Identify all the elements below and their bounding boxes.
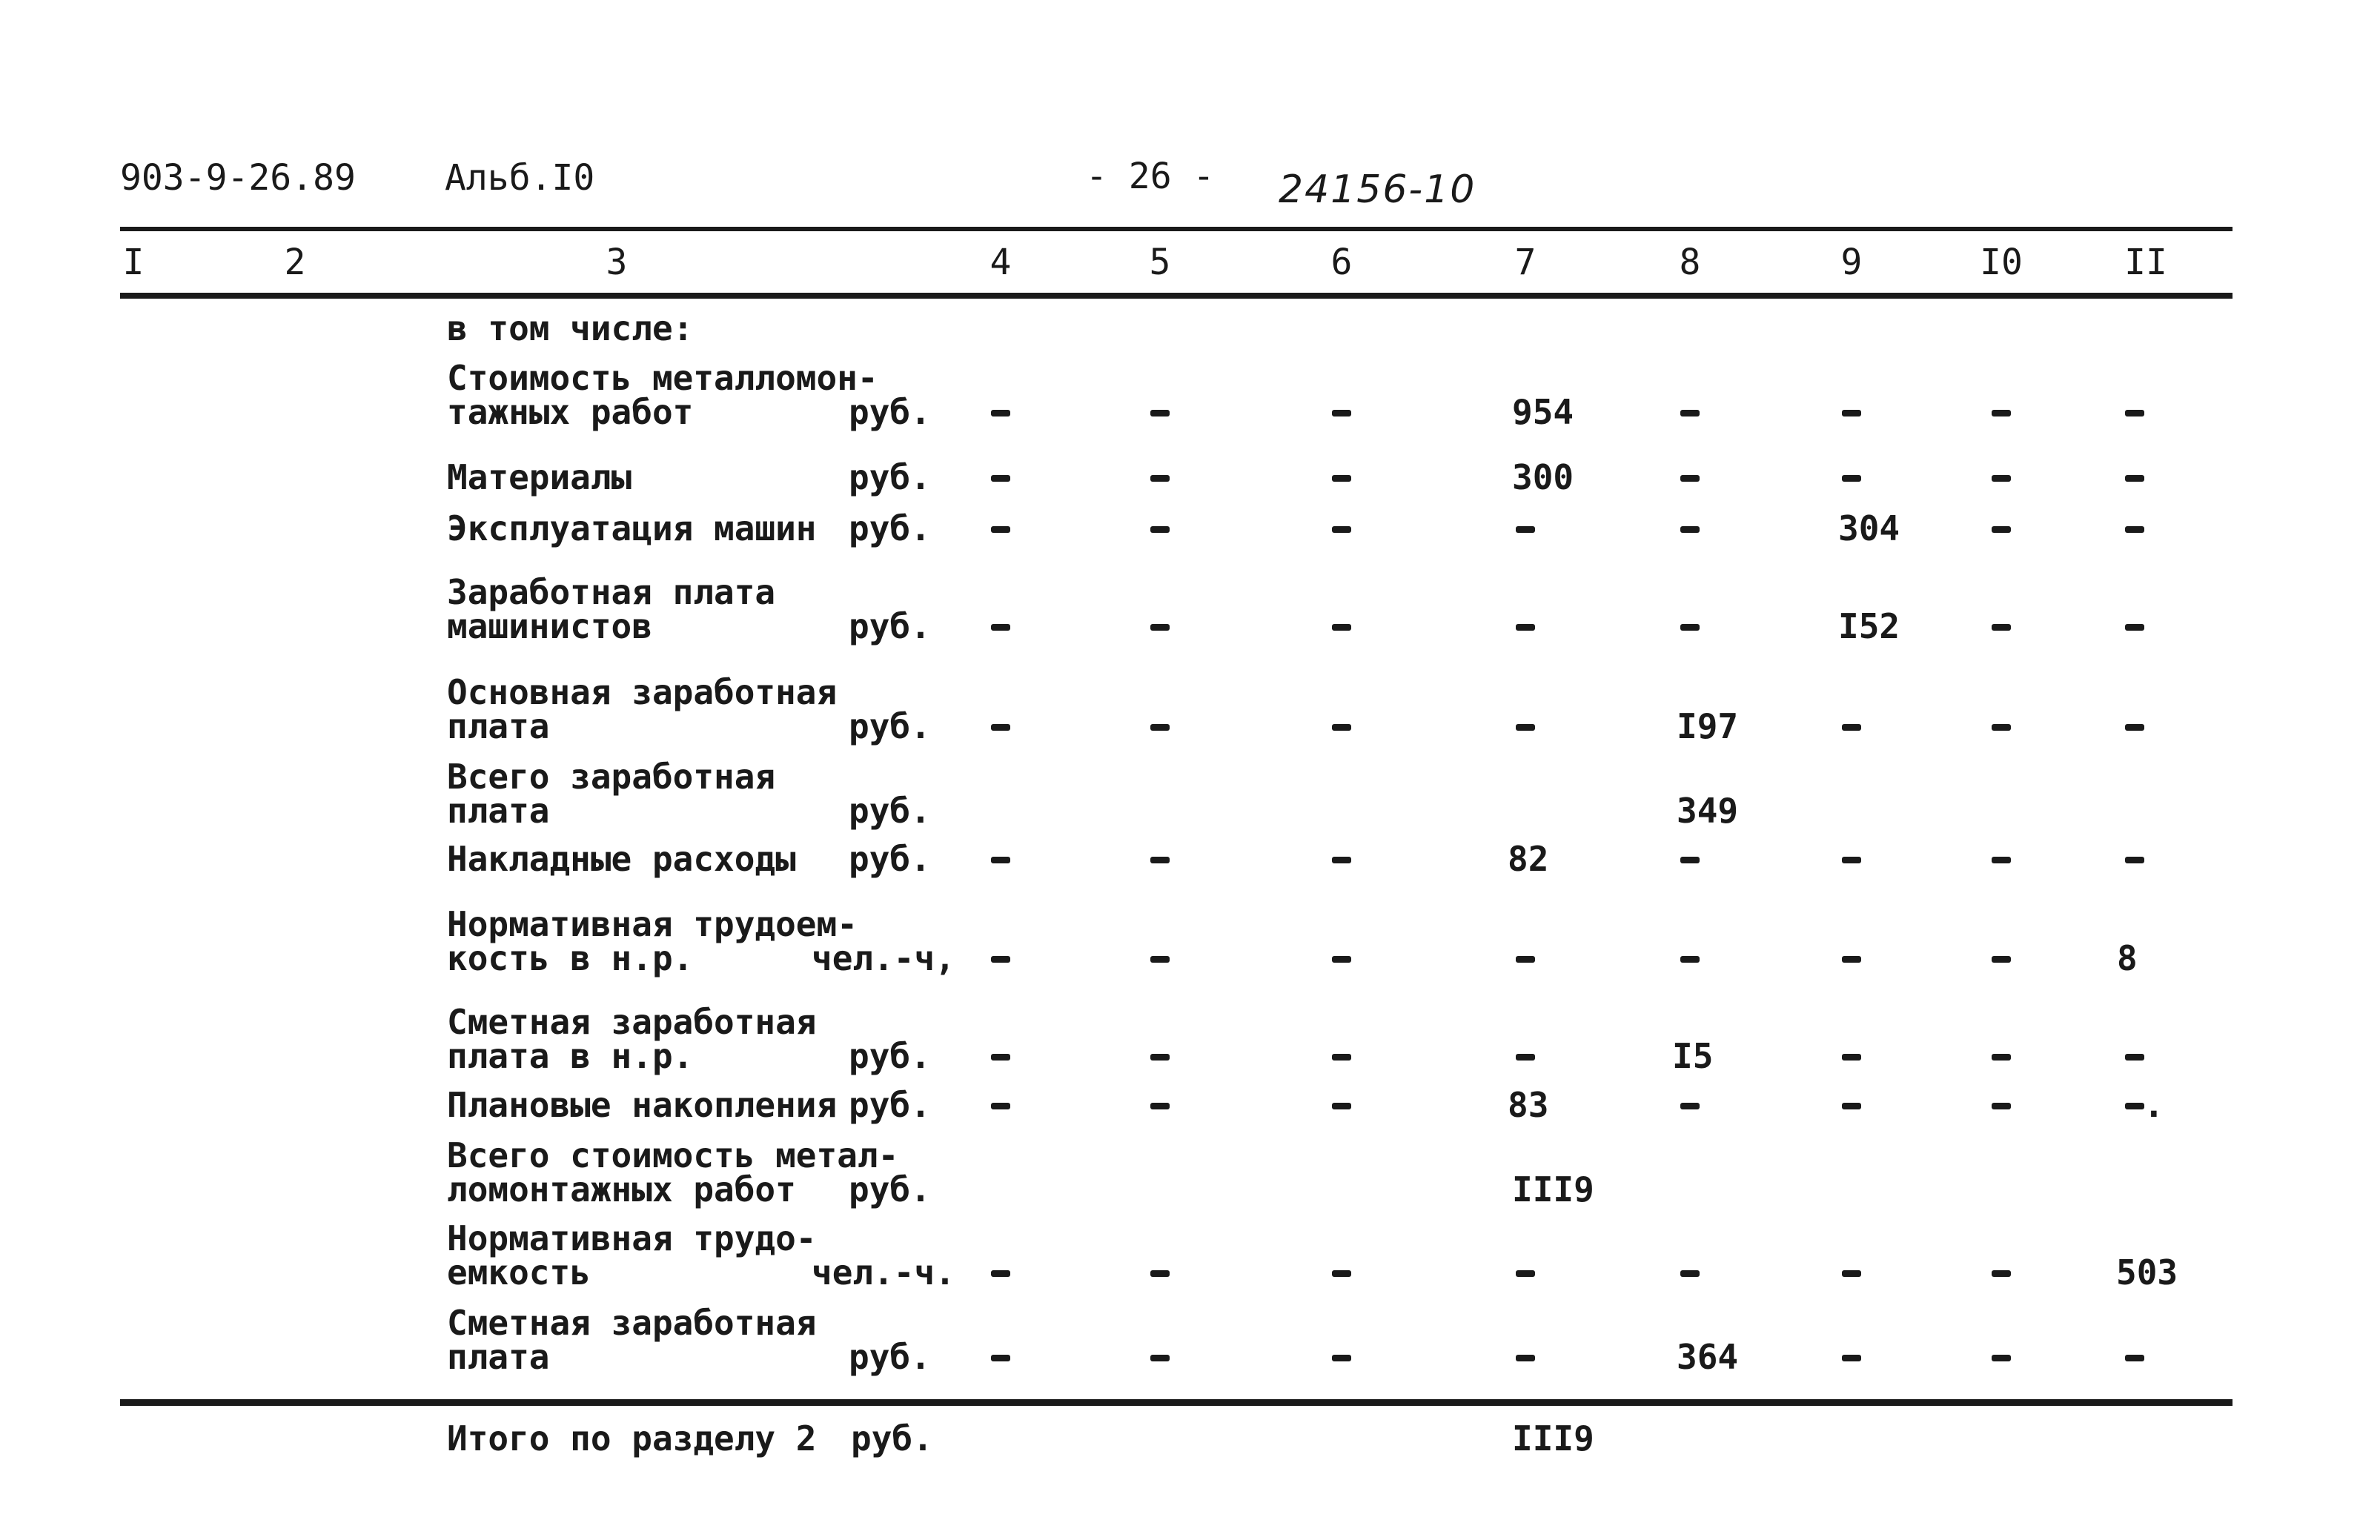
column-header-4: 4 — [990, 242, 1012, 283]
column-header-7: 7 — [1514, 242, 1537, 283]
column-header-10: I0 — [1980, 242, 2023, 283]
row-14-col-9 — [1842, 1355, 1861, 1361]
row-2-col-7: 954 — [1512, 392, 1574, 432]
row-6-col-10 — [1992, 724, 2011, 731]
row-11-col-7: 83 — [1508, 1085, 1549, 1125]
row-5-col-11 — [2125, 624, 2144, 631]
row-4-col-8 — [1680, 526, 1700, 533]
column-header-2: 2 — [284, 242, 306, 283]
row-14-label-line-2: плата — [447, 1337, 550, 1377]
row-11-col-5 — [1150, 1103, 1170, 1109]
row-13-col-7 — [1516, 1270, 1535, 1277]
row-11-col-10 — [1992, 1103, 2011, 1109]
row-11-col-11-period: . — [2144, 1085, 2164, 1125]
row-14-col-5 — [1150, 1355, 1170, 1361]
row-2-col-8 — [1680, 410, 1700, 416]
row-3-col-10 — [1992, 475, 2011, 482]
row-4-col-6 — [1332, 526, 1351, 533]
column-header-9: 9 — [1840, 242, 1863, 283]
row-10-label-line-2: плата в н.р. — [447, 1036, 694, 1076]
row-8-col-6 — [1332, 857, 1351, 863]
column-header-11: II — [2124, 242, 2167, 283]
row-3-unit: руб. — [849, 457, 931, 497]
row-14-col-10 — [1992, 1355, 2011, 1361]
album-number: Альб.I0 — [445, 157, 595, 199]
row-5-col-9: I52 — [1838, 606, 1900, 646]
row-14-unit: руб. — [849, 1337, 931, 1377]
row-6-col-5 — [1150, 724, 1170, 731]
row-4-col-9: 304 — [1838, 508, 1900, 548]
table-top-rule — [120, 227, 2233, 231]
row-12-col-7: III9 — [1512, 1169, 1594, 1209]
row-1-label-line-1: в том числе: — [447, 308, 694, 348]
row-4-col-11 — [2125, 526, 2144, 533]
row-8-col-7: 82 — [1508, 839, 1549, 879]
row-6-unit: руб. — [849, 706, 931, 746]
row-5-label-line-2: машинистов — [447, 606, 652, 646]
row-13-col-10 — [1992, 1270, 2011, 1277]
row-8-col-10 — [1992, 857, 2011, 863]
row-4-col-7 — [1516, 526, 1535, 533]
row-6-col-11 — [2125, 724, 2144, 731]
row-10-col-8: I5 — [1672, 1036, 1714, 1076]
row-8-col-5 — [1150, 857, 1170, 863]
row-9-col-9 — [1842, 956, 1861, 963]
row-8-col-9 — [1842, 857, 1861, 863]
row-9-label-line-1: Нормативная трудоем- — [447, 904, 858, 944]
row-12-label-line-2: ломонтажных работ — [447, 1169, 796, 1209]
row-7-unit: руб. — [849, 791, 931, 831]
row-2-col-9 — [1842, 410, 1861, 416]
row-8-col-8 — [1680, 857, 1700, 863]
row-2-col-11 — [2125, 410, 2144, 416]
total-rule — [120, 1399, 2233, 1406]
row-11-col-6 — [1332, 1103, 1351, 1109]
row-3-col-11 — [2125, 475, 2144, 482]
row-8-label-line-1: Накладные расходы — [447, 839, 796, 879]
row-6-label-line-2: плата — [447, 706, 550, 746]
row-13-label-line-1: Нормативная трудо- — [447, 1218, 817, 1258]
row-6-col-9 — [1842, 724, 1861, 731]
row-4-label-line-1: Эксплуатация машин — [447, 508, 817, 548]
row-13-col-5 — [1150, 1270, 1170, 1277]
row-4-col-4 — [991, 526, 1010, 533]
column-header-6: 6 — [1330, 242, 1353, 283]
row-3-col-9 — [1842, 475, 1861, 482]
row-5-col-6 — [1332, 624, 1351, 631]
row-14-col-8: 364 — [1677, 1337, 1739, 1377]
row-6-col-6 — [1332, 724, 1351, 731]
row-4-col-10 — [1992, 526, 2011, 533]
row-10-col-5 — [1150, 1054, 1170, 1061]
row-7-col-8: 349 — [1677, 791, 1739, 831]
total-unit: руб. — [851, 1418, 933, 1458]
row-10-col-11 — [2125, 1054, 2144, 1061]
column-header-5: 5 — [1149, 242, 1171, 283]
row-4-unit: руб. — [849, 508, 931, 548]
row-3-col-4 — [991, 475, 1010, 482]
row-7-label-line-1: Всего заработная — [447, 757, 776, 797]
row-3-label-line-1: Материалы — [447, 457, 632, 497]
row-8-col-11 — [2125, 857, 2144, 863]
row-13-col-6 — [1332, 1270, 1351, 1277]
row-2-col-10 — [1992, 410, 2011, 416]
row-13-col-8 — [1680, 1270, 1700, 1277]
row-8-unit: руб. — [849, 839, 931, 879]
row-11-col-8 — [1680, 1103, 1700, 1109]
row-9-col-8 — [1680, 956, 1700, 963]
row-11-unit: руб. — [849, 1085, 931, 1125]
row-2-col-4 — [991, 410, 1010, 416]
row-14-col-4 — [991, 1355, 1010, 1361]
row-5-col-7 — [1516, 624, 1535, 631]
row-14-label-line-1: Сметная заработная — [447, 1303, 817, 1343]
row-11-col-11 — [2125, 1103, 2144, 1109]
row-13-label-line-2: емкость — [447, 1252, 591, 1292]
row-10-col-9 — [1842, 1054, 1861, 1061]
row-9-col-5 — [1150, 956, 1170, 963]
row-5-col-10 — [1992, 624, 2011, 631]
row-3-col-7: 300 — [1512, 457, 1574, 497]
row-14-col-6 — [1332, 1355, 1351, 1361]
row-2-label-line-1: Стоимость металломон- — [447, 358, 878, 398]
row-13-col-11: 503 — [2116, 1252, 2178, 1292]
row-10-label-line-1: Сметная заработная — [447, 1002, 817, 1042]
row-6-col-4 — [991, 724, 1010, 731]
row-11-label-line-1: Плановые накопления — [447, 1085, 838, 1125]
row-5-col-8 — [1680, 624, 1700, 631]
row-9-col-10 — [1992, 956, 2011, 963]
row-10-unit: руб. — [849, 1036, 931, 1076]
column-header-8: 8 — [1679, 242, 1701, 283]
row-2-unit: руб. — [849, 392, 931, 432]
row-5-label-line-1: Заработная плата — [447, 572, 776, 612]
row-10-col-4 — [991, 1054, 1010, 1061]
row-8-col-4 — [991, 857, 1010, 863]
row-10-col-6 — [1332, 1054, 1351, 1061]
row-9-col-6 — [1332, 956, 1351, 963]
row-4-col-5 — [1150, 526, 1170, 533]
row-10-col-7 — [1516, 1054, 1535, 1061]
row-12-unit: руб. — [849, 1169, 931, 1209]
column-header-1: I — [122, 242, 145, 283]
row-3-col-6 — [1332, 475, 1351, 482]
row-2-col-5 — [1150, 410, 1170, 416]
column-header-3: 3 — [606, 242, 628, 283]
row-9-label-line-2: кость в н.р. — [447, 938, 694, 978]
row-5-col-4 — [991, 624, 1010, 631]
row-13-col-9 — [1842, 1270, 1861, 1277]
row-3-col-8 — [1680, 475, 1700, 482]
row-14-col-11 — [2125, 1355, 2144, 1361]
page-number: - 26 - — [1086, 156, 1215, 197]
row-9-col-11: 8 — [2117, 938, 2138, 978]
row-6-label-line-1: Основная заработная — [447, 672, 838, 712]
row-13-col-4 — [991, 1270, 1010, 1277]
total-label: Итого по разделу 2 — [447, 1418, 817, 1458]
row-14-col-7 — [1516, 1355, 1535, 1361]
header-bottom-rule — [120, 293, 2233, 299]
row-13-unit: чел.-ч. — [812, 1252, 955, 1292]
document-code: 903-9-26.89 — [120, 157, 356, 199]
row-11-col-4 — [991, 1103, 1010, 1109]
row-10-col-10 — [1992, 1054, 2011, 1061]
row-3-col-5 — [1150, 475, 1170, 482]
row-12-label-line-1: Всего стоимость метал- — [447, 1135, 899, 1175]
total-col-7: III9 — [1512, 1418, 1594, 1458]
row-5-unit: руб. — [849, 606, 931, 646]
row-9-col-4 — [991, 956, 1010, 963]
row-5-col-5 — [1150, 624, 1170, 631]
row-9-col-7 — [1516, 956, 1535, 963]
row-7-label-line-2: плата — [447, 791, 550, 831]
row-6-col-8: I97 — [1677, 706, 1739, 746]
row-11-col-9 — [1842, 1103, 1861, 1109]
inventory-number: 24156-10 — [1279, 167, 1476, 212]
row-6-col-7 — [1516, 724, 1535, 731]
row-9-unit: чел.-ч, — [812, 938, 955, 978]
row-2-label-line-2: тажных работ — [447, 392, 694, 432]
row-2-col-6 — [1332, 410, 1351, 416]
